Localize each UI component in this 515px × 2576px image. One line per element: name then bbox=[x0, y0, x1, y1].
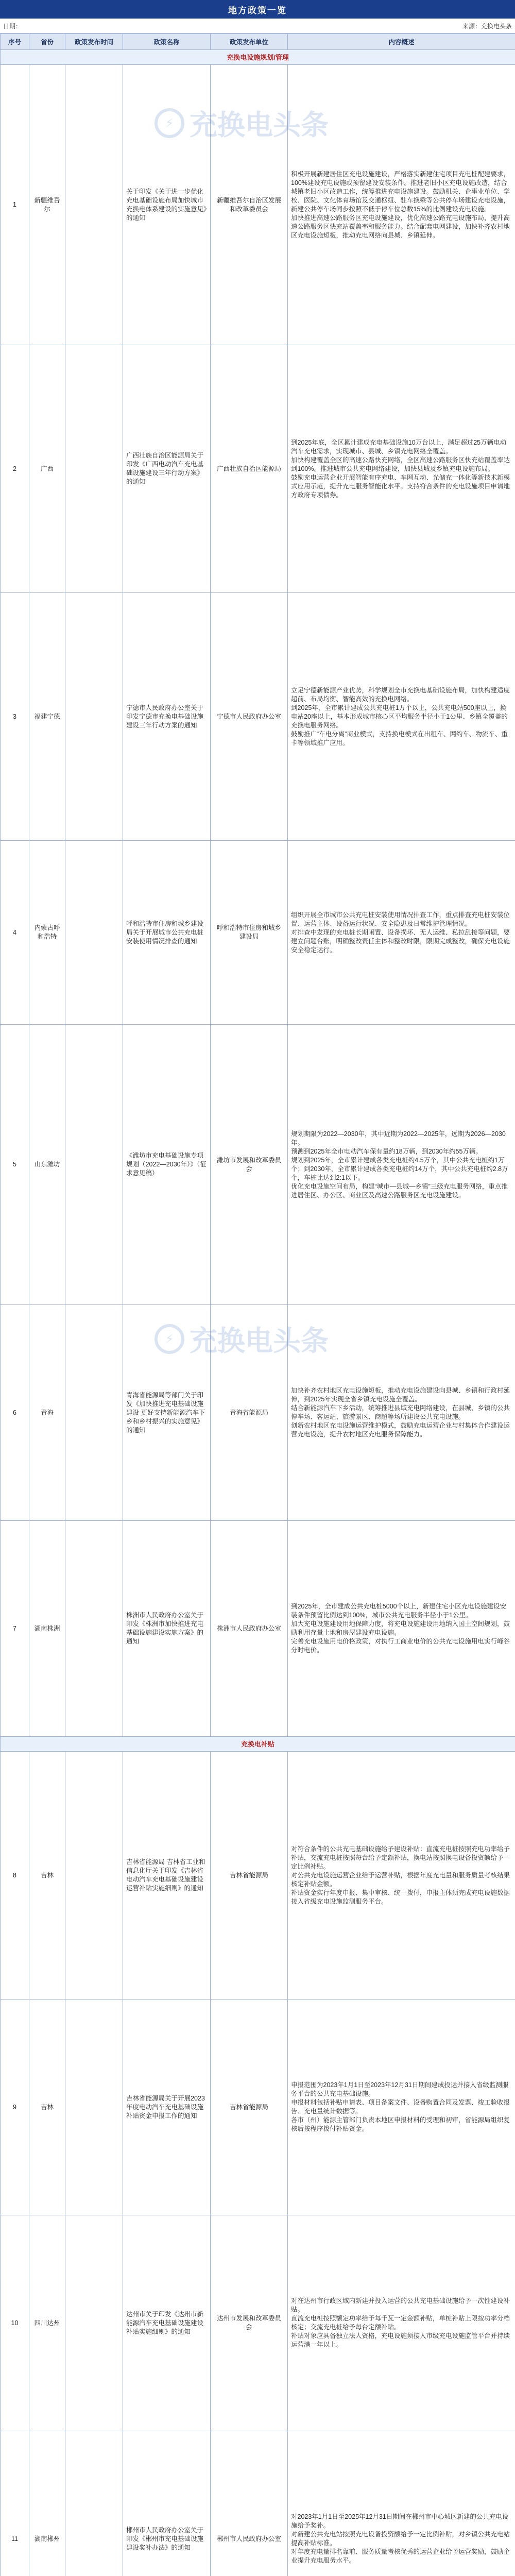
content-summary-cell: 积极开展新建居住区充电设施建设，严格落实新建住宅项目充电桩配建要求，100%建设充电设施或预留建设安装条件。推进老旧小区充电设施改造，结合城镇老旧小区改造工作，统筹推进充电设施建设。鼓励机关、企事业单位、学校、医院、文化体育场馆及交通枢纽、驻车换乘等公共停车场建设充电设施，新建公共停车场同步按照不低于停车位总数15%的比例建设充电设施。 加快推进高速公路服务区充电设施建设，优化高速公路充电设施布局，提升高速公路服务区快充站覆盖率和服务能力。结合配套电网建设，加快补齐农村地区充电设施短板，推动充电网络向县城、乡镇延伸。 bbox=[288, 65, 515, 345]
row-number-cell: 3 bbox=[1, 593, 29, 841]
department-cell: 新疆维吾尔自治区发展和改革委员会 bbox=[211, 65, 288, 345]
department-cell: 达州市发展和改革委员会 bbox=[211, 2215, 288, 2431]
content-summary-cell: 加快补齐农村地区充电设施短板，推动充电设施建设向县城、乡镇和行政村延伸，到2025年实现全省乡镇充电设施全覆盖。 结合新能源汽车下乡活动，统筹推进县域充电网络建设，在县城、乡镇的公共停车场、客运站、旅游景区、商超等场所建设公共充电设施。 创新农村地区充电设施运营维护模式，鼓励充电运营企业与村集体合作建设运营充电设施，提升农村地区充电服务保障能力。 bbox=[288, 1305, 515, 1521]
watermark-logo-icon: ⚡ bbox=[154, 108, 184, 138]
row-number-cell: 8 bbox=[1, 1752, 29, 1999]
province-cell: 福建宁德 bbox=[29, 593, 65, 841]
header-row bbox=[0, 19, 515, 33]
policy-table bbox=[0, 33, 515, 2576]
row-number-cell: 11 bbox=[1, 2431, 29, 2576]
content-summary-cell: 对2023年1月1日至2025年12月31日期间在郴州市中心城区新建的公共充电设施给予奖补。 对新建公共充电站按照充电设备投资额给予一定比例补贴，对乡镇公共充电站提高补贴标准。 对年度充电量排名靠前、服务质量考核优秀的运营企业给予运营奖励，鼓励企业提升充电服务水平。 bbox=[288, 2431, 515, 2576]
policy-name-cell: 宁德市人民政府办公室关于印发宁德市充换电基础设施建设三年行动方案的通知 bbox=[123, 593, 211, 841]
table-row bbox=[1, 1305, 515, 1521]
watermark-logo-icon: ⚡ bbox=[154, 1324, 184, 1354]
policy-name-cell: 株洲市人民政府办公室关于印发《株洲市加快推进充电基础设施建设实施方案》的通知 bbox=[123, 1521, 211, 1737]
content-summary-cell: 组织开展全市城市公共充电桩安装使用情况排查工作，重点排查充电桩安装位置、运营主体、设备运行状况、安全隐患及日常维护管理情况。 对排查中发现的充电桩长期闲置、设备损坏、无人运维、私拉乱接等问题，要建立问题台账，明确整改责任主体和整改时限，限期完成整改，确保充电设施安全稳定运行。 bbox=[288, 841, 515, 1025]
table-row bbox=[1, 841, 515, 1025]
department-cell: 吉林省能源局 bbox=[211, 1999, 288, 2215]
source-label: 来源：充换电头条 bbox=[462, 22, 512, 30]
department-cell: 吉林省能源局 bbox=[211, 1752, 288, 1999]
province-cell: 湖南株洲 bbox=[29, 1521, 65, 1737]
province-cell: 吉林 bbox=[29, 1999, 65, 2215]
section-header-row bbox=[1, 1737, 515, 1752]
row-number-cell: 1 bbox=[1, 65, 29, 345]
province-cell: 新疆维吾尔 bbox=[29, 65, 65, 345]
department-cell: 株洲市人民政府办公室 bbox=[211, 1521, 288, 1737]
date-cell bbox=[65, 1025, 123, 1305]
content-summary-cell: 对符合条件的公共充电基础设施给予建设补贴：直流充电桩按照充电功率给予补贴，交流充电桩按照每台给予定额补贴，换电站按照换电设备投资额给予一定比例补贴。 对公共充电设施运营企业给予运营补贴，根据年度充电量和服务质量考核结果核定补贴金额。 补贴资金实行年度申报、集中审核、统一拨付，申报主体须完成充电设施数据接入省级充电设施监测服务平台。 bbox=[288, 1752, 515, 1999]
row-number-cell: 6 bbox=[1, 1305, 29, 1521]
row-number-cell: 7 bbox=[1, 1521, 29, 1737]
province-cell: 吉林 bbox=[29, 1752, 65, 1999]
province-cell: 四川达州 bbox=[29, 2215, 65, 2431]
table-body bbox=[1, 50, 515, 2576]
department-cell: 青海省能源局 bbox=[211, 1305, 288, 1521]
column-header: 省份 bbox=[29, 34, 65, 50]
policy-name-cell: 广西壮族自治区能源局关于印发《广西电动汽车充电基础设施建设三年行动方案》的通知 bbox=[123, 345, 211, 593]
section-header-row bbox=[1, 50, 515, 65]
content-summary-cell: 申报范围为2023年1月1日至2023年12月31日期间建成投运并接入省级监测服务平台的公共充电基础设施。 申报材料包括补贴申请表、项目备案文件、设备购置合同及发票、竣工验收报告、充电量统计数据等。 各市（州）能源主管部门负责本地区申报材料的受理和初审，省能源局组织复核后按程序拨付补贴资金。 bbox=[288, 1999, 515, 2215]
province-cell: 湖南郴州 bbox=[29, 2431, 65, 2576]
policy-name-cell: 青海省能源局等部门关于印发《加快推进充电基础设施建设 更好支持新能源汽车下乡和乡村振兴的实施意见》的通知 bbox=[123, 1305, 211, 1521]
date-cell bbox=[65, 1752, 123, 1999]
policy-name-cell: 关于印发《关于进一步优化充电基础设施布局加快城市充换电体系建设的实施意见》的通知 bbox=[123, 65, 211, 345]
row-number-cell: 10 bbox=[1, 2215, 29, 2431]
section-title: 充换电补贴 bbox=[1, 1737, 515, 1752]
date-cell bbox=[65, 1305, 123, 1521]
province-cell: 山东潍坊 bbox=[29, 1025, 65, 1305]
date-cell bbox=[65, 2431, 123, 2576]
content-summary-cell: 对在达州市行政区域内新建并投入运营的公共充电基础设施给予一次性建设补贴。 直流充电桩按照额定功率给予每千瓦一定金额补贴，单桩补贴上限按功率分档核定；交流充电桩给予每台定额补贴。 补贴对象应具备独立法人资格，充电设施须接入市级充电设施监管平台并持续运营满一年以上。 bbox=[288, 2215, 515, 2431]
date-cell bbox=[65, 593, 123, 841]
page-title: 地方政策一览 bbox=[0, 0, 515, 19]
row-number-cell: 5 bbox=[1, 1025, 29, 1305]
table-row bbox=[1, 1999, 515, 2215]
date-cell bbox=[65, 65, 123, 345]
policy-name-cell: 郴州市人民政府办公室关于印发《郴州市充电基础设施建设奖补办法》的通知 bbox=[123, 2431, 211, 2576]
province-cell: 青海 bbox=[29, 1305, 65, 1521]
table-row bbox=[1, 2431, 515, 2576]
date-cell bbox=[65, 2215, 123, 2431]
column-header: 序号 bbox=[1, 34, 29, 50]
policy-name-cell: 呼和浩特市住房和城乡建设局关于开展城市公共充电桩安装使用情况排查的通知 bbox=[123, 841, 211, 1025]
date-label: 日期： bbox=[3, 22, 22, 30]
table-row bbox=[1, 1025, 515, 1305]
row-number-cell: 2 bbox=[1, 345, 29, 593]
table-row bbox=[1, 2215, 515, 2431]
department-cell: 宁德市人民政府办公室 bbox=[211, 593, 288, 841]
table-row bbox=[1, 593, 515, 841]
row-number-cell: 9 bbox=[1, 1999, 29, 2215]
watermark-text: 充换电头条 bbox=[190, 109, 329, 141]
policy-name-cell: 吉林省能源局 吉林省工业和信息化厅关于印发《吉林省电动汽车充电基础设施建设运营补贴实施细则》的通知 bbox=[123, 1752, 211, 1999]
date-cell bbox=[65, 1999, 123, 2215]
department-cell: 潍坊市发展和改革委员会 bbox=[211, 1025, 288, 1305]
province-cell: 广西 bbox=[29, 345, 65, 593]
content-summary-cell: 规划期限为2022—2030年，其中近期为2022—2025年，远期为2026—2030年。 预测到2025年全市电动汽车保有量约18万辆，到2030年约55万辆。 规划到2025年，全市累计建成各类充电桩约4.5万个，其中公共充电桩约1万个；到2030年，全市累计建成各类充电桩约14万个，其中公共充电桩约2.8万个，车桩比达到2:1以下。 优化充电设施空间布局，构建“城市—县城—乡镇”三级充电服务网络，重点推进居住区、办公区、商业区及高速公路服务区充电设施建设。 bbox=[288, 1025, 515, 1305]
content-summary-cell: 到2025年底，全区累计建成充电基础设施10万台以上，满足超过25万辆电动汽车充电需求，实现城市、县城、乡镇充电网络全覆盖。 加快构建覆盖全区的高速公路快充网络，全区高速公路服务区快充站覆盖率达到100%。推进城市公共充电网络建设，加快县城及乡镇充电设施布局。 鼓励充电运营企业开展智能有序充电、车网互动、光储充一体化等新技术新模式应用示范，提升充电服务智能化水平。支持符合条件的充电设施项目申请地方政府专项债券。 bbox=[288, 345, 515, 593]
date-cell bbox=[65, 841, 123, 1025]
row-number-cell: 4 bbox=[1, 841, 29, 1025]
department-cell: 郴州市人民政府办公室 bbox=[211, 2431, 288, 2576]
policy-name-cell: 《潍坊市充电基础设施专项规划（2022—2030年）》（征求意见稿） bbox=[123, 1025, 211, 1305]
column-header: 政策发布时间 bbox=[65, 34, 123, 50]
date-cell bbox=[65, 345, 123, 593]
province-cell: 内蒙古呼和浩特 bbox=[29, 841, 65, 1025]
date-cell bbox=[65, 1521, 123, 1737]
table-header-row bbox=[1, 34, 515, 50]
content-summary-cell: 立足宁德新能源产业优势，科学规划全市充换电基础设施布局，加快构建适度超前、布局均衡、智能高效的充换电网络。 到2025年，全市累计建成公共充电桩1万个以上，公共充电站500座以上，换电站20座以上，基本形成城市核心区平均服务半径小于1公里、乡镇全覆盖的充换电服务网络。 鼓励推广“车电分离”商业模式，支持换电模式在出租车、网约车、物流车、重卡等领域推广应用。 bbox=[288, 593, 515, 841]
department-cell: 呼和浩特市住房和城乡建设局 bbox=[211, 841, 288, 1025]
column-header: 政策发布单位 bbox=[211, 34, 288, 50]
section-title: 充换电设施规划/管理 bbox=[1, 50, 515, 65]
table-row bbox=[1, 1521, 515, 1737]
column-header: 内容概述 bbox=[288, 34, 515, 50]
content-summary-cell: 到2025年，全市建成公共充电桩5000个以上，新建住宅小区充电设施建设安装条件预留比例达到100%，城市公共充电服务半径小于1公里。 加大充电设施建设用地保障力度，将充电设施建设用地纳入国土空间规划，鼓励利用存量土地和房屋建设充电设施。 完善充电设施用电价格政策，对执行工商业电价的公共充电设施用电实行峰谷分时电价。 bbox=[288, 1521, 515, 1737]
policy-name-cell: 吉林省能源局关于开展2023年度电动汽车充电基础设施补贴资金申报工作的通知 bbox=[123, 1999, 211, 2215]
policy-name-cell: 达州市关于印发《达州市新能源汽车充电基础设施建设补贴实施细则》的通知 bbox=[123, 2215, 211, 2431]
table-row bbox=[1, 345, 515, 593]
table-row bbox=[1, 1752, 515, 1999]
column-header: 政策名称 bbox=[123, 34, 211, 50]
watermark-text: 充换电头条 bbox=[190, 1325, 329, 1357]
department-cell: 广西壮族自治区能源局 bbox=[211, 345, 288, 593]
table-row bbox=[1, 65, 515, 345]
